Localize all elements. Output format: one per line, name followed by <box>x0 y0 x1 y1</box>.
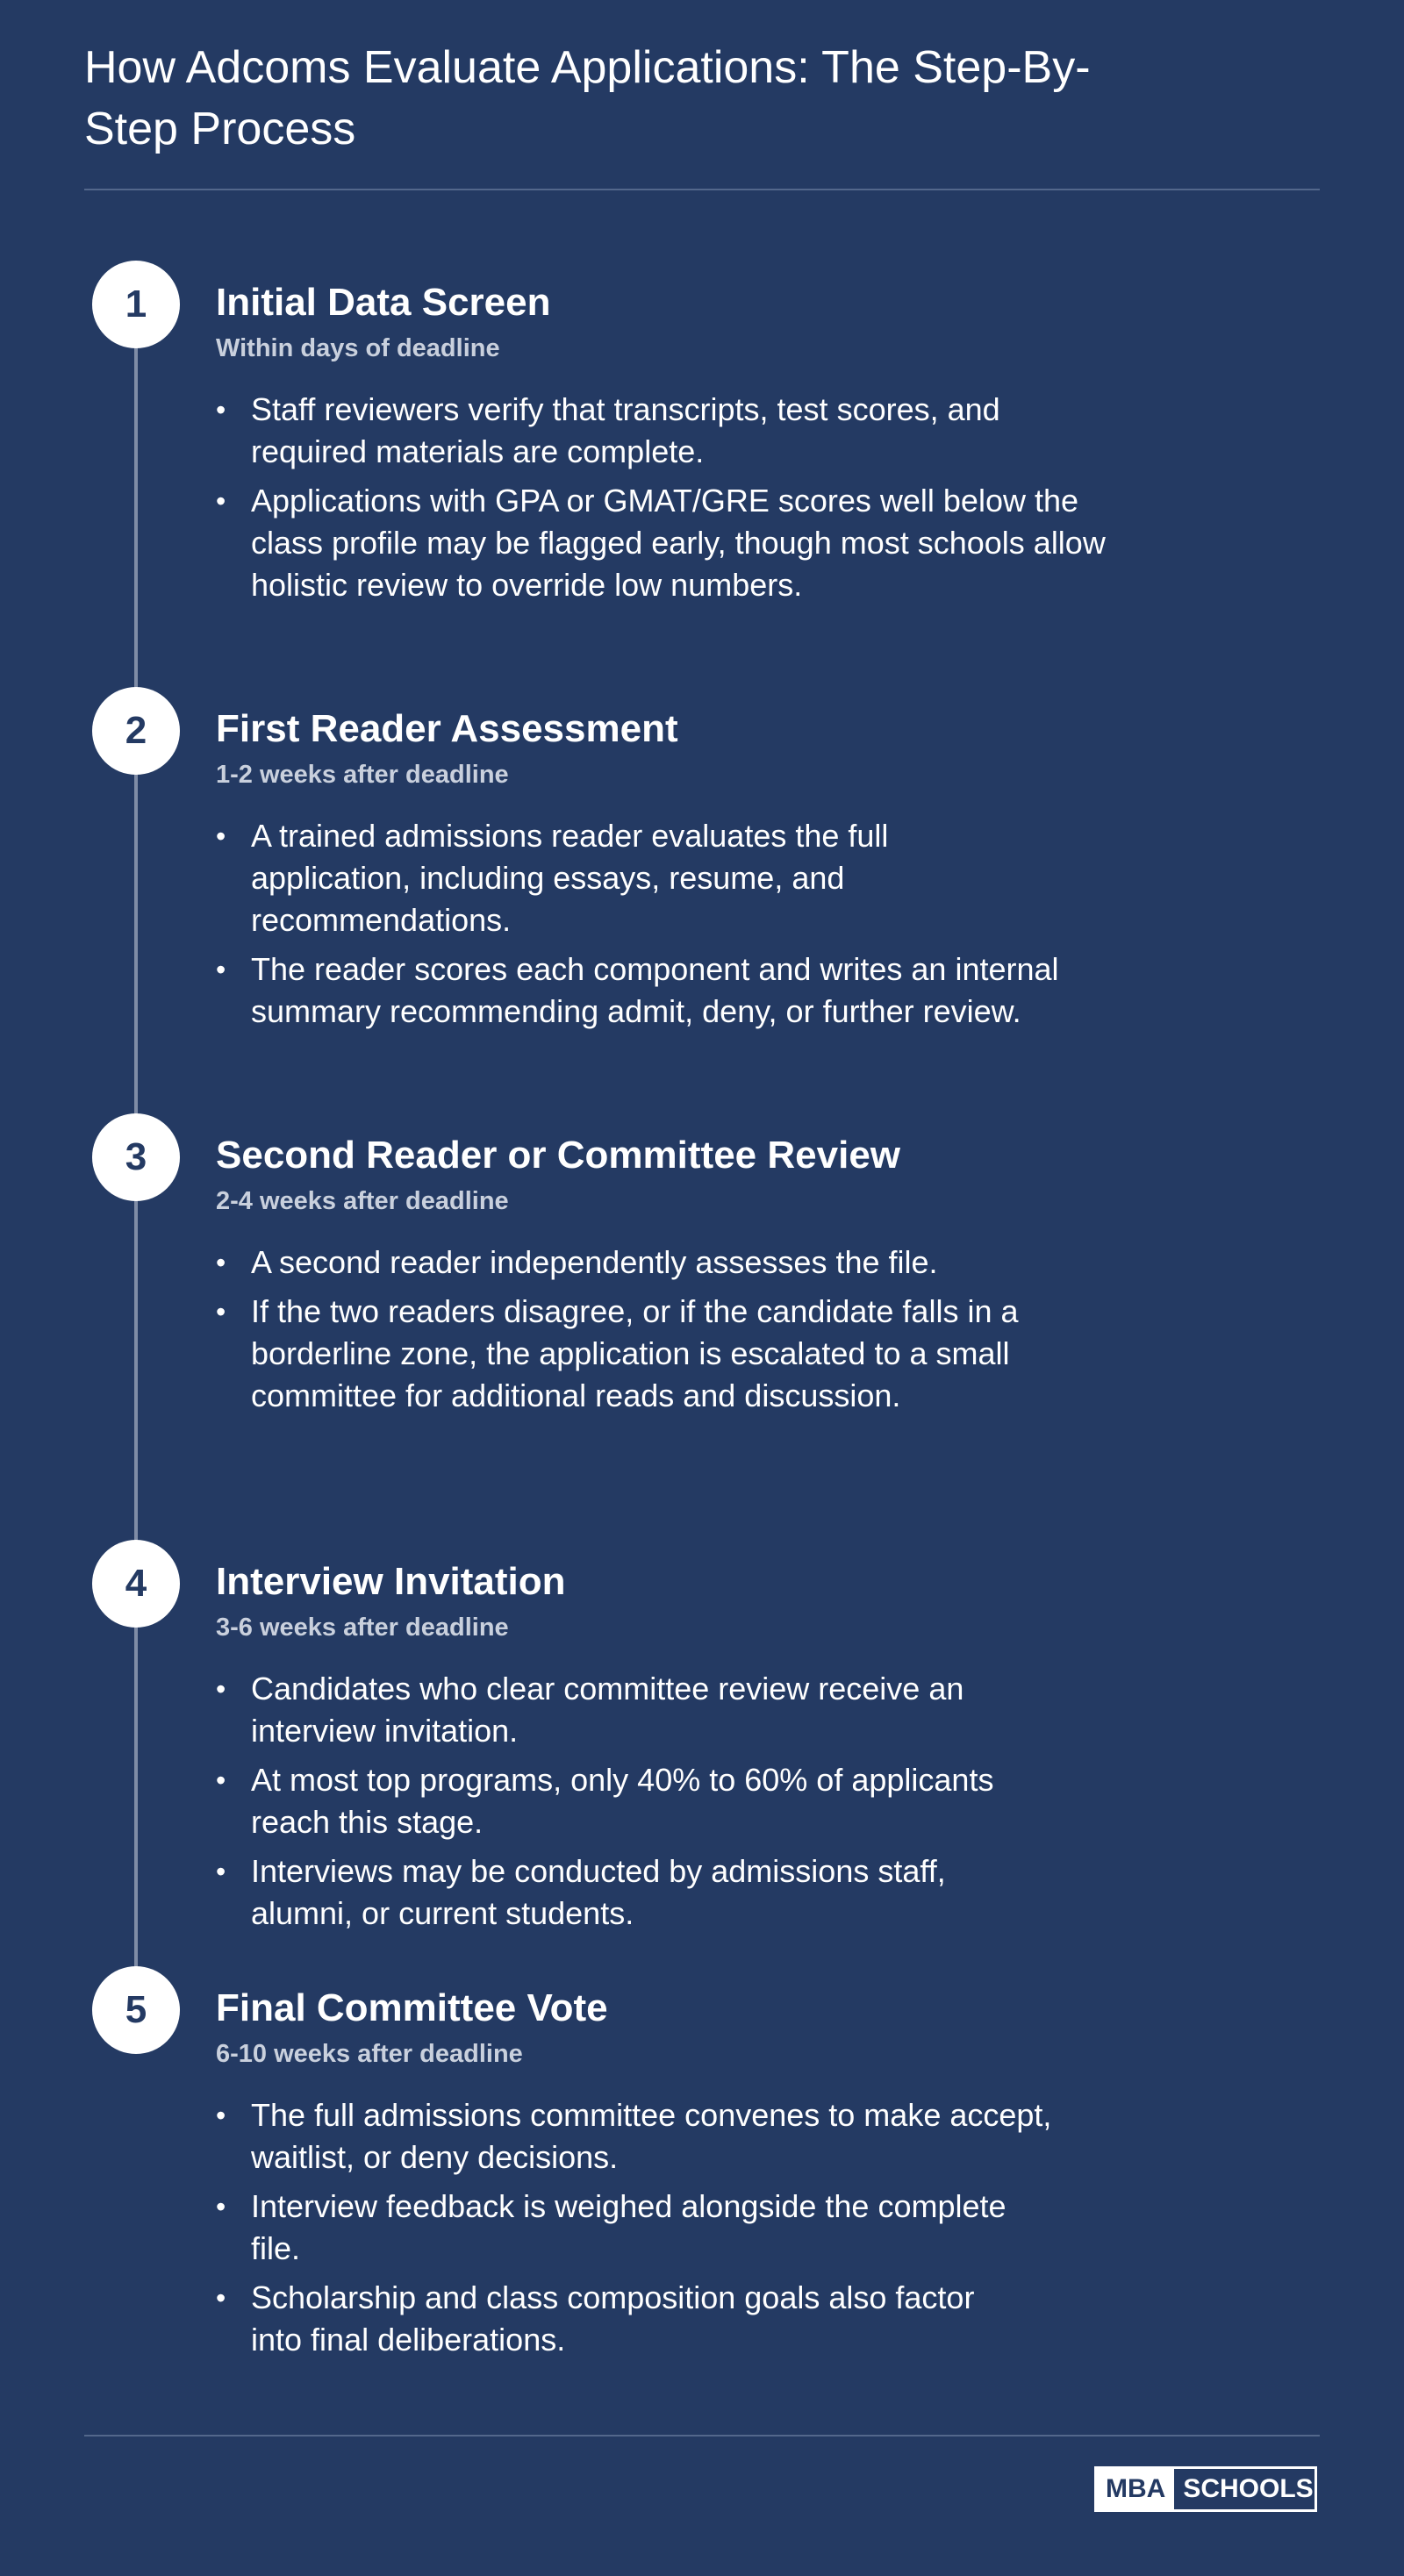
bullet-dot-icon: • <box>216 485 226 517</box>
bullet-text: The reader scores each component and writes an internal summary recommending admit, deny, or further review. <box>251 951 1059 1029</box>
step-number-badge: 5 <box>92 1966 180 2054</box>
step-number-badge: 2 <box>92 687 180 775</box>
bullet-item <box>216 1668 1181 1752</box>
step-number-badge: 1 <box>92 261 180 348</box>
bullet-dot-icon: • <box>216 394 226 426</box>
bullet-dot-icon: • <box>216 954 226 985</box>
step-bullet-list <box>216 1668 1181 1935</box>
page-title: How Adcoms Evaluate Applications: The Step-By-Step Process <box>84 42 1091 154</box>
bullet-dot-icon: • <box>216 820 226 852</box>
bullet-text: If the two readers disagree, or if the candidate falls in a borderline zone, the application is escalated to a small committee for additional reads and discussion. <box>251 1293 1019 1413</box>
step-bullet-list <box>216 2094 1181 2361</box>
bullet-item <box>216 815 1181 941</box>
bullet-item <box>216 480 1181 606</box>
bullet-text: Interviews may be conducted by admissions staff, alumni, or current students. <box>251 1853 946 1931</box>
bullet-item <box>216 948 1181 1033</box>
step-content <box>216 280 1181 613</box>
bullet-dot-icon: • <box>216 1856 226 1887</box>
bullet-dot-icon: • <box>216 2100 226 2131</box>
bullet-dot-icon: • <box>216 1296 226 1327</box>
step-content <box>216 1559 1181 1942</box>
header-divider <box>84 189 1320 190</box>
step-content <box>216 1133 1181 1424</box>
bullet-text: Candidates who clear committee review receive an interview invitation. <box>251 1671 964 1749</box>
bullet-text: Applications with GPA or GMAT/GRE scores well below the class profile may be flagged early, though most schools allow holistic review to override low numbers. <box>251 483 1106 603</box>
bullet-text: The full admissions committee convenes to make accept, waitlist, or deny decisions. <box>251 2097 1052 2175</box>
bullet-item <box>216 389 1181 473</box>
bullet-text: Interview feedback is weighed alongside the complete file. <box>251 2188 1006 2266</box>
bullet-item <box>216 1850 1181 1935</box>
step-title: Interview Invitation <box>216 1560 566 1603</box>
bullet-item <box>216 2094 1181 2179</box>
bullet-text: Staff reviewers verify that transcripts, test scores, and required materials are complete. <box>251 391 1000 469</box>
step-timing: Within days of deadline <box>216 334 500 362</box>
bullet-dot-icon: • <box>216 1764 226 1796</box>
bullet-text: A trained admissions reader evaluates the full application, including essays, resume, and recommendations. <box>251 818 889 938</box>
bullet-dot-icon: • <box>216 2282 226 2314</box>
step-title: Final Committee Vote <box>216 1986 608 2029</box>
bullet-dot-icon: • <box>216 1247 226 1278</box>
logo-mba-text: MBA <box>1097 2469 1174 2509</box>
bullet-item <box>216 1759 1181 1843</box>
bullet-text: At most top programs, only 40% to 60% of applicants reach this stage. <box>251 1762 994 1840</box>
bullet-item <box>216 2277 1181 2361</box>
step-title: Second Reader or Committee Review <box>216 1134 901 1177</box>
bullet-item <box>216 2186 1181 2270</box>
step-title: Initial Data Screen <box>216 281 551 324</box>
footer-divider <box>84 2435 1320 2436</box>
step-number-badge: 3 <box>92 1113 180 1201</box>
bullet-text: A second reader independently assesses the file. <box>251 1244 938 1280</box>
step-bullet-list <box>216 815 1181 1033</box>
step-content <box>216 706 1181 1040</box>
bullet-item <box>216 1241 1181 1284</box>
step-bullet-list <box>216 1241 1181 1417</box>
step-timing: 6-10 weeks after deadline <box>216 2040 523 2068</box>
step-bullet-list <box>216 389 1181 606</box>
step-title: First Reader Assessment <box>216 707 678 750</box>
bullet-item <box>216 1291 1181 1417</box>
bullet-dot-icon: • <box>216 2191 226 2222</box>
mba-schools-logo <box>1094 2466 1317 2512</box>
logo-schools-text: SCHOOLS <box>1183 2474 1314 2503</box>
bullet-text: Scholarship and class composition goals also factor into final deliberations. <box>251 2279 975 2358</box>
step-timing: 2-4 weeks after deadline <box>216 1187 509 1215</box>
step-content <box>216 1986 1181 2368</box>
step-timing: 1-2 weeks after deadline <box>216 761 509 789</box>
step-number-badge: 4 <box>92 1540 180 1628</box>
bullet-dot-icon: • <box>216 1673 226 1705</box>
step-timing: 3-6 weeks after deadline <box>216 1614 509 1642</box>
